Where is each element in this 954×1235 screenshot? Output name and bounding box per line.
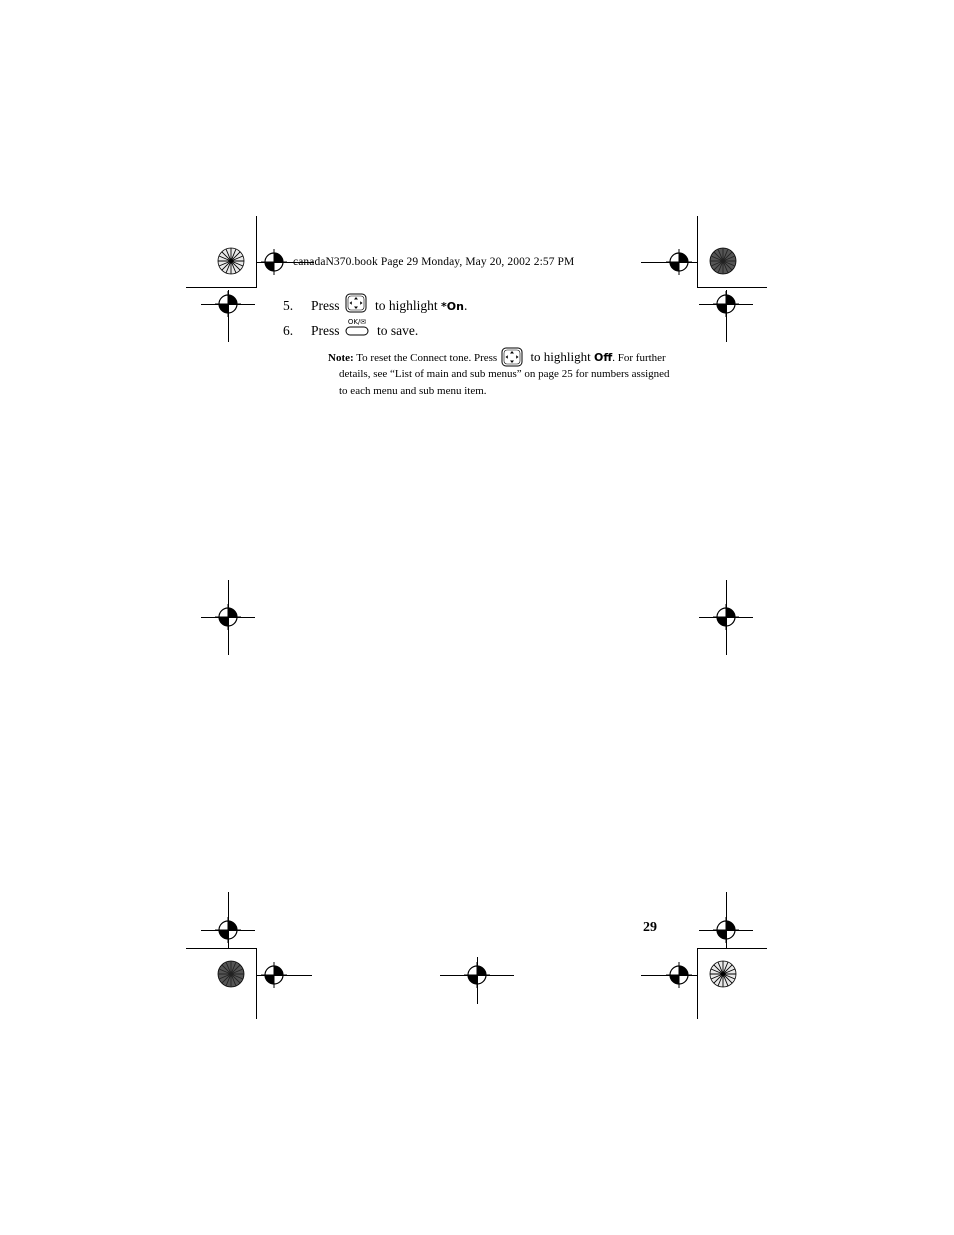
crop-mark-line [186,948,256,949]
note-text-mid: to highlight [527,349,594,364]
highlight-option: *On [441,300,464,313]
crop-mark-line [256,216,257,288]
registration-target-icon [215,604,241,630]
page-number: 29 [643,920,657,935]
registration-target-icon [261,962,287,988]
starburst-target-icon [217,960,245,988]
note-text-1: To reset the Connect tone. Press [353,352,498,364]
registration-target-icon [464,962,490,988]
note-line-1 [328,348,666,367]
crop-mark-line [256,948,257,1019]
registration-target-icon [666,249,692,275]
starburst-target-icon [709,960,737,988]
step-text: to save. [377,323,419,338]
print-header: canadaN370.book Page 29 Monday, May 20, 2002 2:57 PM [293,256,575,268]
nav-key-icon [345,293,367,313]
registration-target-icon [215,291,241,317]
crop-mark-line [697,948,698,1019]
crop-mark-line [186,287,256,288]
step-6 [283,318,583,345]
nav-key-icon [501,347,523,367]
crop-mark-line [697,948,767,949]
registration-target-icon [713,917,739,943]
note-text-after: . For further [612,352,666,364]
registration-target-icon [215,917,241,943]
starburst-target-icon [217,247,245,275]
ok-key-label: OK/✉ [347,318,367,326]
step-5 [283,298,583,320]
step-number: 6. [283,323,294,338]
step-verb: Press [311,298,340,313]
step-verb: Press [311,323,340,338]
step-number: 5. [283,298,294,313]
step-text [375,298,467,314]
note-label: Note: [328,352,354,364]
note-line-3: to each menu and sub menu item. [339,385,487,397]
step-text-before: to highlight [375,298,442,313]
step-text-after: . [463,298,468,313]
note-line-2: details, see “List of main and sub menus” on page 25 for numbers assigned [339,368,670,380]
registration-target-icon [713,291,739,317]
registration-target-icon [713,604,739,630]
crop-mark-line [697,287,767,288]
crop-mark-line [697,216,698,288]
registration-target-icon [261,249,287,275]
ok-key-icon [344,317,370,337]
highlight-option: Off [594,351,613,364]
starburst-target-icon [709,247,737,275]
registration-target-icon [666,962,692,988]
